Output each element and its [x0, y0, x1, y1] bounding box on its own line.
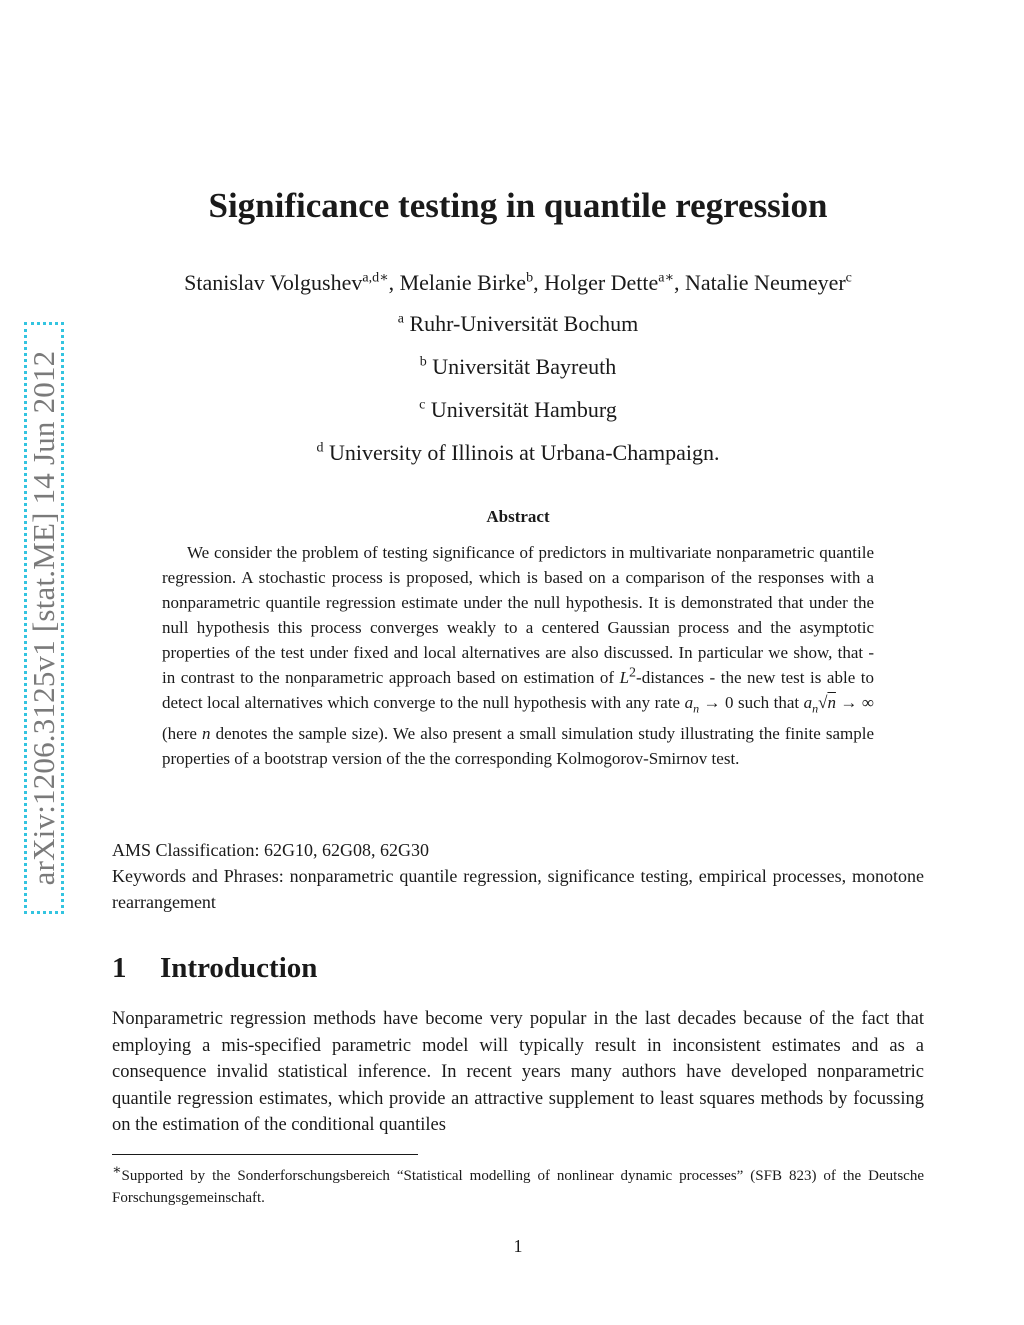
affiliation-text: Ruhr-Universität Bochum [409, 311, 639, 336]
abstract-text: denotes the sample size). We also present a small simulation study illustrating the finite sample properties of a bootstrap version of the the corresponding Kolmogorov-Smirnov test. [162, 724, 874, 769]
page-number: 1 [513, 1236, 523, 1256]
rate-subscript: n [812, 701, 819, 716]
footnote-text: Supported by the Sonderforschungsbereich “Statistical modelling of nonlinear dynamic processes” (SFB 823) of the Deutsche Forschungsgemeinschaft. [112, 1168, 924, 1206]
sqrt-symbol: √ [818, 693, 828, 712]
author-mark: b [526, 270, 534, 286]
abstract-text: → 0 such that [699, 693, 804, 712]
affiliation-text: University of Illinois at Urbana-Champaign. [329, 440, 720, 465]
affiliation-mark: a [397, 311, 404, 327]
author-list [0, 270, 1024, 296]
abstract-text: We consider the problem of testing significance of predictors in multivariate nonparametric quantile regression. A stochastic process is proposed, which is based on a comparison of the responses with a nonparametric quantile regression estimate under the null hypothesis. It is demonstrated that under the null hypothesis this process converges weakly to a centered Gaussian process and the asymptotic properties of the test under fixed and local alternatives are also discussed. In particular we show, that - in contrast to the nonparametric approach based on estimation of [162, 543, 874, 687]
affiliation-mark: d [316, 440, 324, 456]
author-name: Melanie Birke [399, 270, 527, 295]
author-name: Stanislav Volgushev [184, 270, 363, 295]
intro-paragraph: Nonparametric regression methods have become very popular in the last decades because of the fact that employing a mis-specified parametric model will typically result in inconsistent estimates and as a consequence invalid statistical inference. In recent years many authors have developed nonparametric quantile regression estimates, which provide an attractive supplement to least squares methods by focussing on the estimation of the conditional quantiles [112, 1009, 924, 1135]
l2-symbol: L [619, 668, 630, 687]
abstract-heading: Abstract [486, 507, 550, 526]
section-title: Introduction [160, 952, 318, 984]
abstract-body [162, 540, 874, 771]
author-mark: a,d∗ [362, 270, 389, 286]
affiliation-text: Universität Bayreuth [432, 354, 617, 379]
paper-title: Significance testing in quantile regression [208, 186, 828, 225]
affiliation [0, 311, 1024, 337]
section-heading [112, 952, 317, 985]
affiliation [0, 440, 1024, 466]
ams-classification: AMS Classification: 62G10, 62G08, 62G30 [112, 840, 429, 860]
affiliation-mark: c [419, 397, 426, 413]
affiliation-text: Universität Hamburg [430, 397, 617, 422]
author-separator: , [388, 270, 400, 295]
affiliation-mark: b [419, 354, 427, 370]
affiliation [0, 397, 1024, 423]
sqrt-argument: n [827, 693, 836, 712]
rate-symbol: a [803, 693, 813, 712]
section-number: 1 [112, 952, 127, 984]
author-name: Holger Dette [544, 270, 659, 295]
footnote [112, 1165, 924, 1209]
author-separator: , [533, 270, 545, 295]
l2-exponent: 2 [629, 665, 637, 681]
author-name: Natalie Neumeyer [685, 270, 846, 295]
abstract-text: -distances - the new test is able to detect local alternatives which converge to the null hypothesis with any rate [162, 668, 874, 712]
keywords: Keywords and Phrases: nonparametric quantile regression, significance testing, empirical processes, monotone rearrangement [112, 866, 924, 912]
footnote-mark: ∗ [112, 1163, 122, 1178]
footnote-rule [112, 1154, 418, 1155]
arxiv-id: arXiv:1206.3125v1 [stat.ME] 14 Jun 2012 [26, 350, 61, 886]
abstract-text: → ∞ (here [162, 693, 874, 744]
affiliation [0, 354, 1024, 380]
author-mark: a∗ [658, 270, 675, 286]
rate-subscript: n [693, 701, 700, 716]
n-symbol: n [202, 724, 211, 744]
rate-symbol: a [684, 693, 694, 712]
author-separator: , [674, 270, 686, 295]
author-mark: c [845, 270, 852, 286]
